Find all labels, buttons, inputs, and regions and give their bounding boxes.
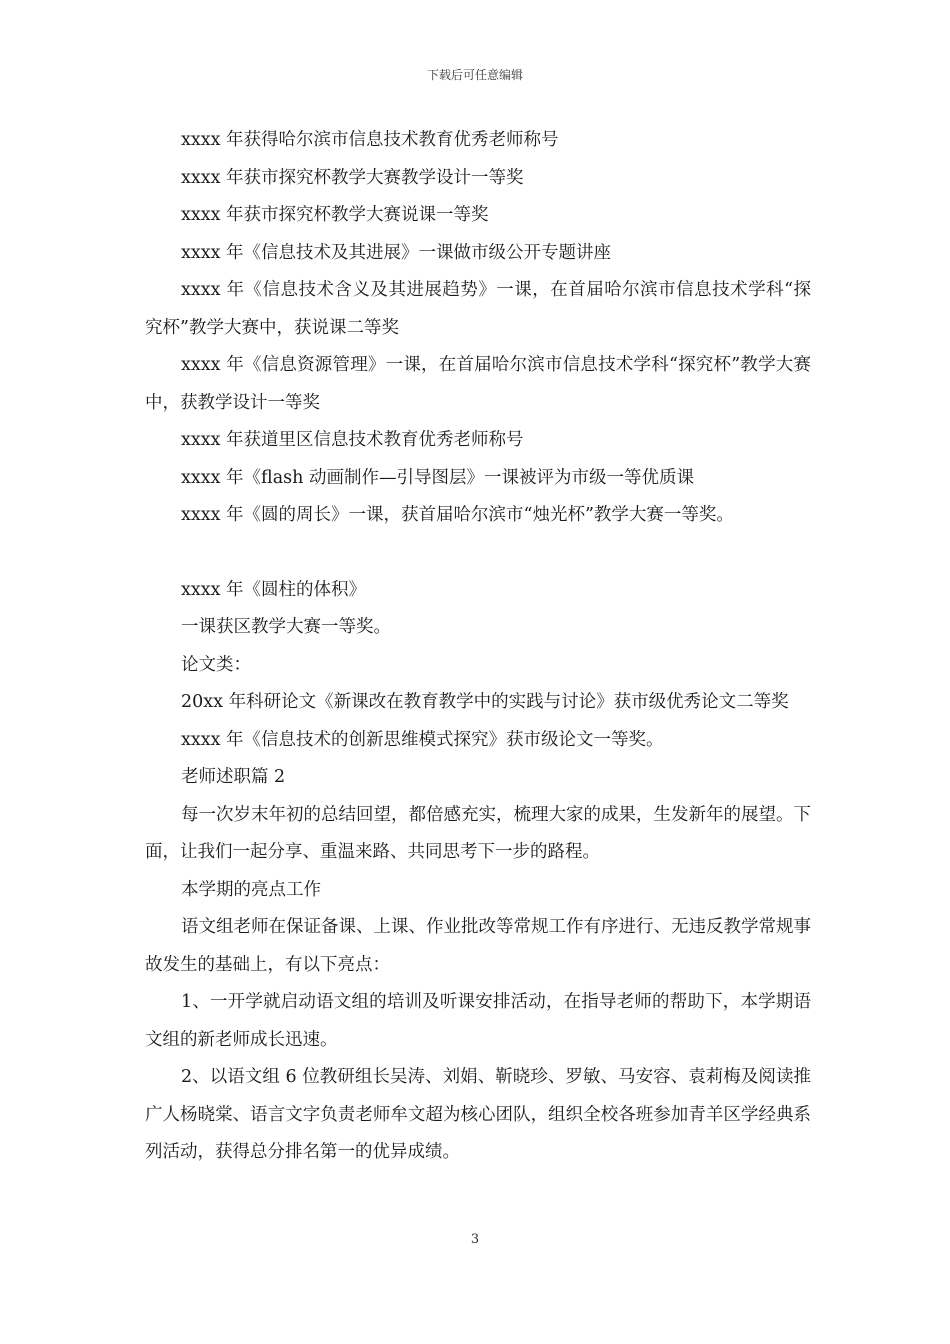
paragraph: xxxx 年《信息资源管理》一课，在首届哈尔滨市信息技术学科“探究杯”教学大赛中，获教学设计一等奖	[145, 355, 811, 413]
paragraph: xxxx 年获市探究杯教学大赛说课一等奖	[181, 205, 489, 225]
paragraph: 2、以语文组 6 位教研组长吴涛、刘娟、靳晓珍、罗敏、马安容、袁莉梅及阅读推广人杨晓棠、语言文字负责老师牟文超为核心团队，组织全校各班参加青羊区学经典系列活动，获得总分排名第一的优异成绩。	[145, 1067, 811, 1162]
paragraph: xxxx 年《圆柱的体积》	[181, 579, 367, 600]
paragraph: 1、一开学就启动语文组的培训及听课安排活动，在指导老师的帮助下，本学期语文组的新老师成长迅速。	[145, 992, 811, 1050]
paragraph: xxxx 年《信息技术的创新思维模式探究》获市级论文一等奖。	[181, 729, 664, 750]
paragraph: xxxx 年获道里区信息技术教育优秀老师称号	[181, 430, 524, 450]
paragraph: xxxx 年《flash 动画制作—引导图层》一课被评为市级一等优质课	[181, 467, 694, 488]
section-heading: 本学期的亮点工作	[181, 879, 321, 900]
paragraph: xxxx 年《圆的周长》一课，获首届哈尔滨市“烛光杯”教学大赛一等奖。	[181, 505, 734, 525]
paragraph: xxxx 年获得哈尔滨市信息技术教育优秀老师称号	[181, 130, 559, 150]
paragraph: 20xx 年科研论文《新课改在教育教学中的实践与讨论》获市级优秀论文二等奖	[181, 692, 789, 712]
section-heading: 论文类：	[181, 654, 251, 675]
paragraph: 一课获区教学大赛一等奖。	[181, 617, 391, 637]
page-header: 下载后可任意编辑	[426, 68, 523, 82]
paragraph: xxxx 年《信息技术含义及其进展趋势》一课，在首届哈尔滨市信息技术学科“探究杯”教学大赛中，获说课二等奖	[145, 280, 812, 338]
paragraph: 每一次岁末年初的总结回望，都倍感充实，梳理大家的成果，生发新年的展望。下面，让我们一起分享、重温来路、共同思考下一步的路程。	[145, 804, 811, 862]
document-body	[145, 122, 811, 1172]
paragraph: 语文组老师在保证备课、上课、作业批改等常规工作有序进行、无违反教学常规事故发生的基础上，有以下亮点：	[145, 917, 811, 975]
paragraph: xxxx 年获市探究杯教学大赛教学设计一等奖	[181, 167, 524, 188]
paragraph: xxxx 年《信息技术及其进展》一课做市级公开专题讲座	[181, 242, 612, 263]
page-number: 3	[470, 1232, 480, 1247]
section-heading: 老师述职篇 2	[181, 767, 286, 787]
